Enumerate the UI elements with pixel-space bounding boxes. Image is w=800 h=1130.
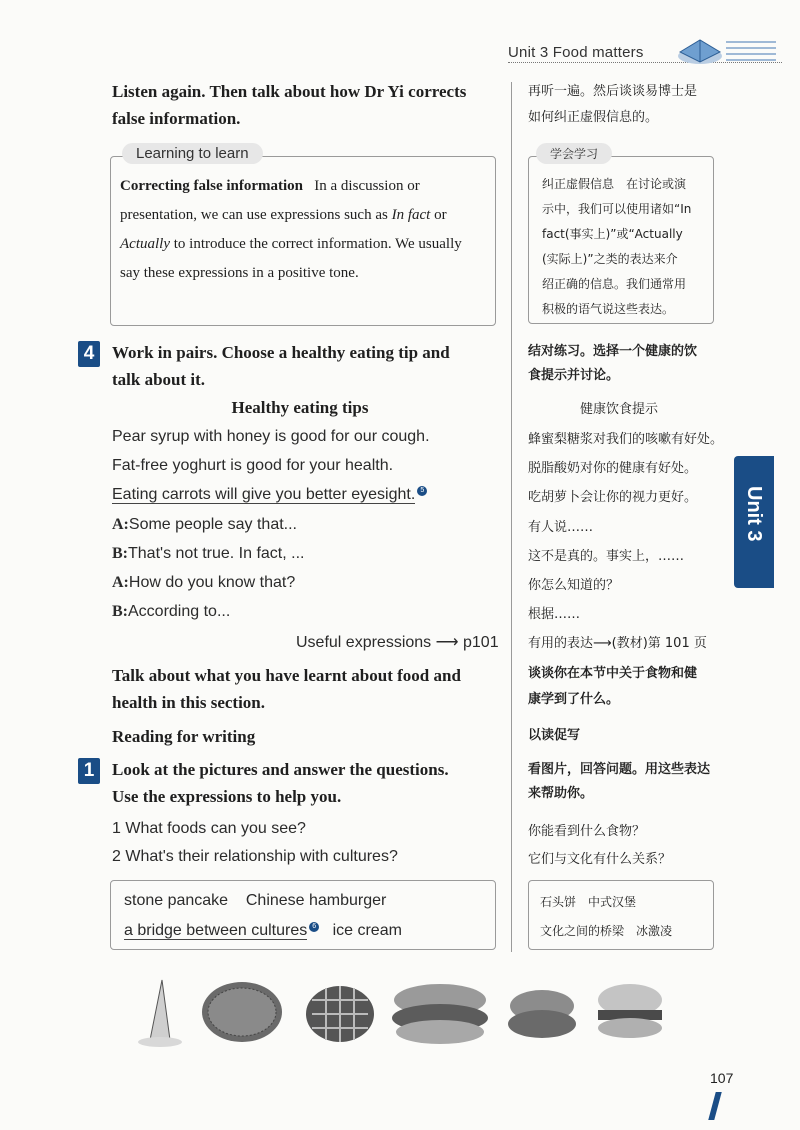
chinese-hamburger-image-2 (508, 990, 576, 1038)
cn-listen-1: 再听一遍。然后谈谈易博士是 (528, 84, 698, 99)
cn-expressions-box (528, 880, 714, 950)
cn-question-1: 你能看到什么食物？ (528, 824, 646, 839)
dialogue-line-4: B:According to... (112, 603, 231, 620)
question-2: 2 What's their relationship with cultures? (112, 848, 398, 865)
page-mark (708, 1092, 722, 1120)
dialogue-line-2: B:That's not true. In fact, ... (112, 545, 305, 562)
task-4-badge: 4 (78, 341, 100, 367)
page-number: 107 (710, 1070, 734, 1086)
expression-line-2: a bridge between cultures 6 ice cream (124, 922, 402, 939)
cn-reading-1: 看图片，回答问题。用这些表达 (528, 762, 711, 777)
column-divider (511, 82, 512, 952)
cn-useful: 有用的表达⟶(教材)第 101 页 (528, 636, 707, 651)
reading-task-1-badge: 1 (78, 758, 100, 784)
tip-1: Pear syrup with honey is good for our cough. (112, 428, 430, 445)
tip-3: Eating carrots will give you better eyesight. 5 (112, 486, 427, 504)
hamburger-image (598, 984, 662, 1038)
chinese-hamburger-image (392, 984, 488, 1044)
cn-expr-line-1: 石头饼 中式汉堡 (540, 895, 637, 909)
cn-reading-2: 来帮助你。 (528, 786, 594, 801)
cn-learning-box-label: 学会学习 (536, 143, 612, 164)
cn-expr-line-2: 文化之间的桥梁 冰激凌 (540, 924, 673, 938)
listen-instruction: Listen again. Then talk about how Dr Yi corrects false information. (112, 82, 467, 128)
note-marker-5: 5 (417, 486, 427, 496)
cn-task-4-1: 结对练习。选择一个健康的饮 (528, 344, 698, 359)
cn-dialogue-4: 根据…… (528, 607, 581, 622)
cn-tip-1: 蜂蜜梨糖浆对我们的咳嗽有好处。 (528, 432, 724, 447)
dialogue-line-1: A:Some people say that... (112, 516, 297, 533)
unit-side-tab: Unit 3 (734, 456, 774, 588)
learning-box-text: Correcting false information In a discussion or presentation, we can use expressions such as In fact or Actually to introduce the correct information. We usually say these expressions in a positive tone. (120, 178, 462, 281)
task-4-instruction: Work in pairs. Choose a healthy eating tip and talk about it. (112, 343, 450, 389)
cn-listen-2: 如何纠正虚假信息的。 (528, 110, 659, 125)
cn-dialogue-2: 这不是真的。事实上，…… (528, 549, 685, 564)
tip-2: Fat-free yoghurt is good for your health. (112, 457, 394, 474)
reflect-instruction: Talk about what you have learnt about food and health in this section. (112, 666, 461, 712)
cn-task-4-2: 食提示并讨论。 (528, 368, 620, 383)
ice-cream-image (138, 980, 182, 1047)
expression-line-1: stone pancake Chinese hamburger (124, 892, 387, 909)
healthy-tips-heading: Healthy eating tips (231, 398, 369, 417)
learning-box-label: Learning to learn (122, 143, 263, 164)
reading-heading: Reading for writing (112, 727, 256, 746)
cn-tips-heading: 健康饮食提示 (580, 402, 659, 417)
cn-reflect-2: 康学到了什么。 (528, 692, 620, 707)
book-icon (670, 28, 780, 70)
cn-reading-heading: 以读促写 (528, 728, 581, 743)
cn-question-2: 它们与文化有什么关系？ (528, 852, 672, 867)
cn-dialogue-3: 你怎么知道的？ (528, 578, 620, 593)
food-pictures (130, 970, 670, 1050)
reading-instruction: Look at the pictures and answer the questions. Use the expressions to help you. (112, 760, 449, 806)
cn-tip-3: 吃胡萝卜会让你的视力更好。 (528, 490, 698, 505)
note-marker-6: 6 (309, 922, 319, 932)
useful-expressions-ref: Useful expressions ⟶ p101 (296, 634, 499, 651)
cn-reflect-1: 谈谈你在本节中关于食物和健 (528, 666, 698, 681)
stone-pancake-image (202, 982, 282, 1042)
waffle-image (306, 986, 374, 1042)
question-1: 1 What foods can you see? (112, 820, 306, 837)
running-head: Unit 3 Food matters (508, 44, 644, 61)
cn-learning-box-text: 纠正虚假信息 在讨论或演 示中，我们可以使用诸如“In fact(事实上)”或“Actually (实际上)”之类的表达来介 绍正确的信息。我们通常用 积极的语气说这些表达。 (542, 177, 692, 316)
cn-tip-2: 脱脂酸奶对你的健康有好处。 (528, 461, 698, 476)
dialogue-line-3: A:How do you know that? (112, 574, 296, 591)
cn-dialogue-1: 有人说…… (528, 520, 594, 535)
